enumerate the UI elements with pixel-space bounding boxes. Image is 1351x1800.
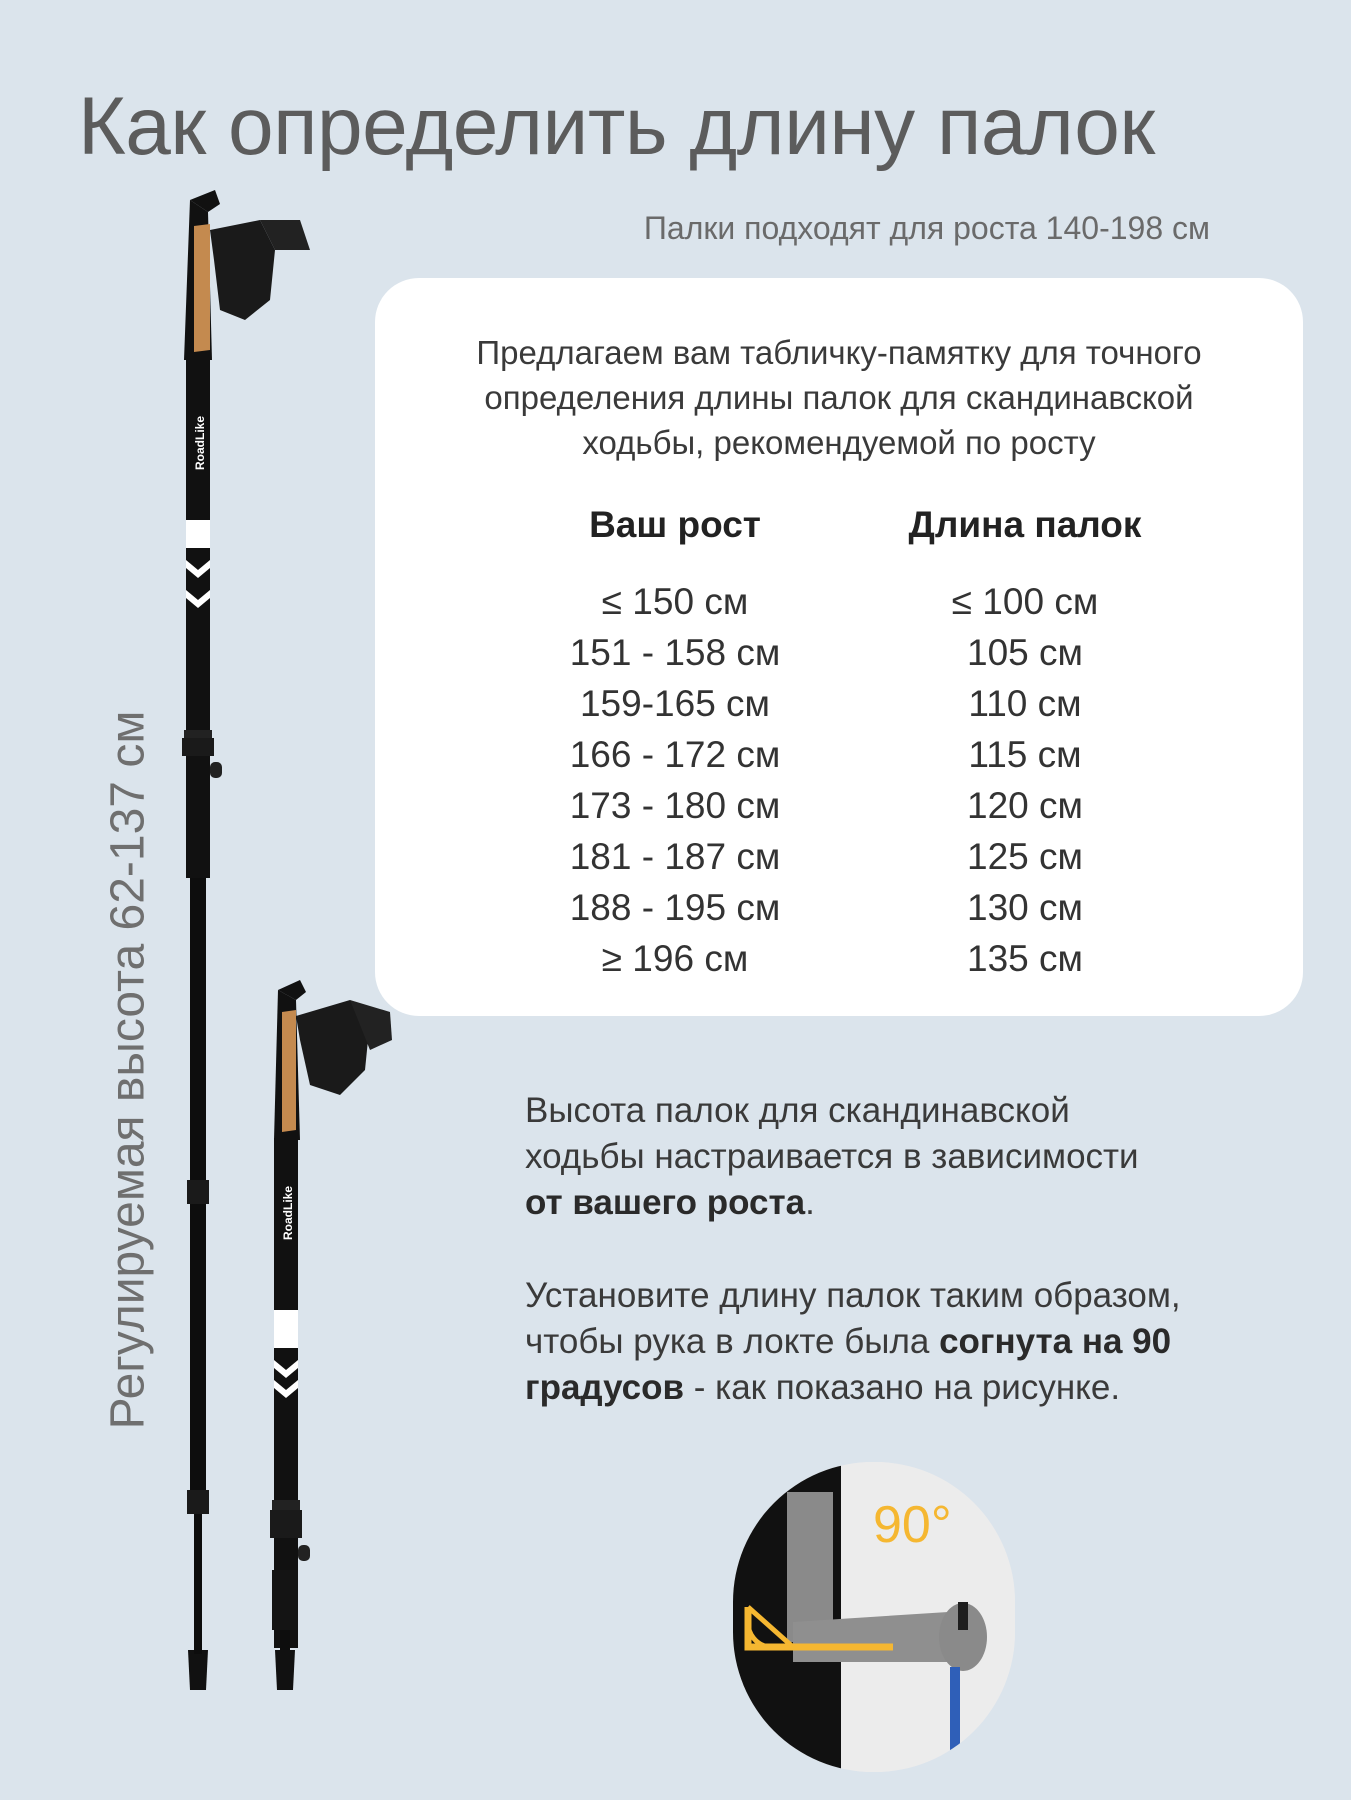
elbow-instruction-bold-1: согнута на 90: [939, 1322, 1172, 1361]
adjustment-info: [525, 1088, 1285, 1226]
length-cell: 110 см: [968, 683, 1082, 724]
column-header-length: Длина палок: [908, 504, 1142, 545]
length-column: [845, 576, 1205, 984]
elbow-instruction-bold-2: градусов: [525, 1368, 685, 1407]
intro-line-3: ходьбы, рекомендуемой по росту: [582, 424, 1096, 461]
length-cell: 115 см: [968, 734, 1082, 775]
length-cell: 120 см: [967, 785, 1083, 826]
length-cell: ≤ 100 см: [951, 581, 1099, 622]
elbow-instruction: [525, 1273, 1285, 1411]
adjustment-info-tail: .: [805, 1183, 815, 1222]
height-cell: 173 - 180 см: [569, 785, 781, 826]
adjustment-info-bold: от вашего роста: [525, 1183, 806, 1222]
short-pole-brand: RoadLike: [281, 1185, 295, 1240]
length-cell: 135 см: [967, 938, 1083, 979]
elbow-instruction-tail: - как показано на рисунке.: [684, 1368, 1121, 1407]
elbow-angle-illustration: [733, 1462, 1015, 1772]
elbow-instruction-line-1: Установите длину палок таким образом,: [525, 1276, 1181, 1315]
length-cell: 130 см: [967, 887, 1083, 928]
column-header-height: Ваш рост: [589, 504, 761, 545]
height-range-subtitle: Палки подходят для роста 140-198 см: [643, 210, 1210, 246]
height-cell: ≥ 196 см: [601, 938, 749, 979]
intro-text: [375, 330, 1303, 465]
page-title: Как определить длину палок: [78, 81, 1155, 172]
height-cell: 151 - 158 см: [569, 632, 781, 673]
height-cell: 166 - 172 см: [569, 734, 781, 775]
elbow-instruction-start: чтобы рука в локте была: [525, 1322, 940, 1361]
size-chart-card: [375, 278, 1303, 1016]
height-cell: 188 - 195 см: [569, 887, 781, 928]
length-cell: 125 см: [967, 836, 1083, 877]
elbow-instruction-line-2: [525, 1319, 1285, 1365]
elbow-instruction-line-3: [525, 1365, 1285, 1411]
adjustment-info-line-2: ходьбы настраивается в зависимости: [525, 1137, 1139, 1176]
height-cell: 159-165 см: [579, 683, 770, 724]
length-cell: 105 см: [967, 632, 1083, 673]
tall-pole-brand: RoadLike: [193, 415, 207, 470]
adjustment-info-line-3: [525, 1180, 1285, 1226]
intro-line-1: Предлагаем вам табличку-памятку для точного: [476, 334, 1202, 371]
adjustment-info-line-1: Высота палок для скандинавской: [525, 1091, 1070, 1130]
intro-line-2: определения длины палок для скандинавской: [484, 379, 1194, 416]
angle-label: 90°: [873, 1496, 952, 1554]
short-pole: [270, 980, 392, 1690]
height-cell: 181 - 187 см: [569, 836, 781, 877]
height-cell: ≤ 150 см: [601, 581, 749, 622]
height-column: [495, 576, 855, 984]
adjustable-height-label: Регулируемая высота 62-137 см: [101, 710, 155, 1430]
arm-diagram: [733, 1462, 1015, 1772]
